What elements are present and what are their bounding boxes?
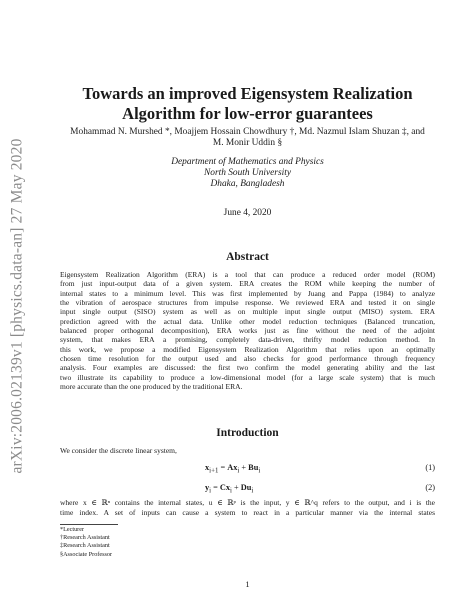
arxiv-identifier — [6, 118, 30, 493]
abstract-line: more accurate than the one produced by the traditional ERA. — [60, 382, 243, 392]
abstract-line: internal states to a minimum level. This was first implemented by Juang and Pappa (1984) to analyze — [60, 288, 435, 298]
affiliation — [60, 157, 435, 190]
author-list — [60, 127, 435, 149]
equation-2 — [60, 483, 435, 495]
paper-title — [60, 84, 435, 124]
title-line: Algorithm for low-error guarantees — [122, 104, 373, 123]
affiliation-line: Department of Mathematics and Physics — [171, 157, 324, 167]
abstract-line: prediction agreed with the actual data. Unlike other model reduction techniques (Balanced truncation, — [60, 316, 435, 326]
equation-1 — [60, 463, 435, 475]
introduction-line: time index. A set of inputs can cause a system to react in a particular manner via the internal states — [60, 507, 435, 517]
abstract-line: two illustrate its capability to produce a low-dimensional model (for a large scale system) that is much — [60, 372, 435, 382]
equation-2-expression: $y_i = Cx_i + Du_i$ — [205, 483, 254, 495]
footnote: *Lecturer — [60, 526, 85, 533]
abstract-line: balanced proper orthogonal decomposition), ERA works just as fine without the need of the adjoint — [60, 326, 435, 336]
introduction-opening: We consider the discrete linear system, — [60, 446, 177, 455]
abstract-line: this work, we propose a modified Eigensystem Realization Algorithm that relies upon an optimally — [60, 344, 435, 354]
title-line: Towards an improved Eigensystem Realization — [82, 84, 413, 103]
footnote: §Associate Professor — [60, 550, 113, 558]
abstract-line: Eigensystem Realization Algorithm (ERA) is a tool that can produce a reduced order model (ROM) — [60, 270, 435, 279]
abstract-line: chosen time resolution for the output used and also checks for good performance through frequency — [60, 354, 435, 364]
abstract-body — [60, 270, 435, 391]
introduction-body — [60, 498, 435, 517]
footnotes — [60, 526, 260, 559]
introduction-heading: Introduction — [216, 427, 279, 439]
footnote-divider — [60, 524, 118, 525]
abstract-line: input single output (SISO) system as well as on multiple input single output (MISO) system. ERA — [60, 307, 435, 317]
abstract-line: analysis. Four examples are discussed: the first two confirm the model generating ability and the last — [60, 363, 435, 373]
abstract-line: from just input-output data of a given system. ERA creates the ROM while keeping the number of — [60, 279, 435, 289]
abstract-line: system, that makes ERA a promising, completely data-driven, thrifty model reduction method. In — [60, 335, 435, 345]
introduction-line: where x ∈ ℝⁿ contains the internal states, u ∈ ℝᵖ is the input, y ∈ ℝ^q refers to the output, and i is the — [60, 498, 435, 507]
author-line: Mohammad N. Murshed *, Moajjem Hossain Chowdhury †, Md. Nazmul Islam Shuzan ‡, and — [70, 127, 425, 137]
equation-1-expression: $x_{i+1} = Ax_i + Bu_i$ — [205, 463, 261, 475]
footnote: ‡Research Assistant — [60, 542, 110, 550]
publication-date: June 4, 2020 — [223, 208, 272, 218]
equation-2-number: (2) — [425, 483, 435, 492]
affiliation-line: North South University — [204, 168, 291, 178]
page-number: 1 — [245, 579, 250, 589]
abstract-line: the vibration of aerospace structures from impulse response. We reviewed ERA and tested it on single — [60, 298, 435, 308]
abstract-heading: Abstract — [226, 251, 269, 263]
equation-1-number: (1) — [425, 463, 435, 472]
arxiv-identifier-text: arXiv:2006.02139v1 [physics.data-an] 27 May 2020 — [9, 137, 27, 474]
footnote: †Research Assistant — [60, 534, 110, 542]
affiliation-line: Dhaka, Bangladesh — [210, 179, 285, 189]
author-line: M. Monir Uddin § — [212, 138, 283, 148]
